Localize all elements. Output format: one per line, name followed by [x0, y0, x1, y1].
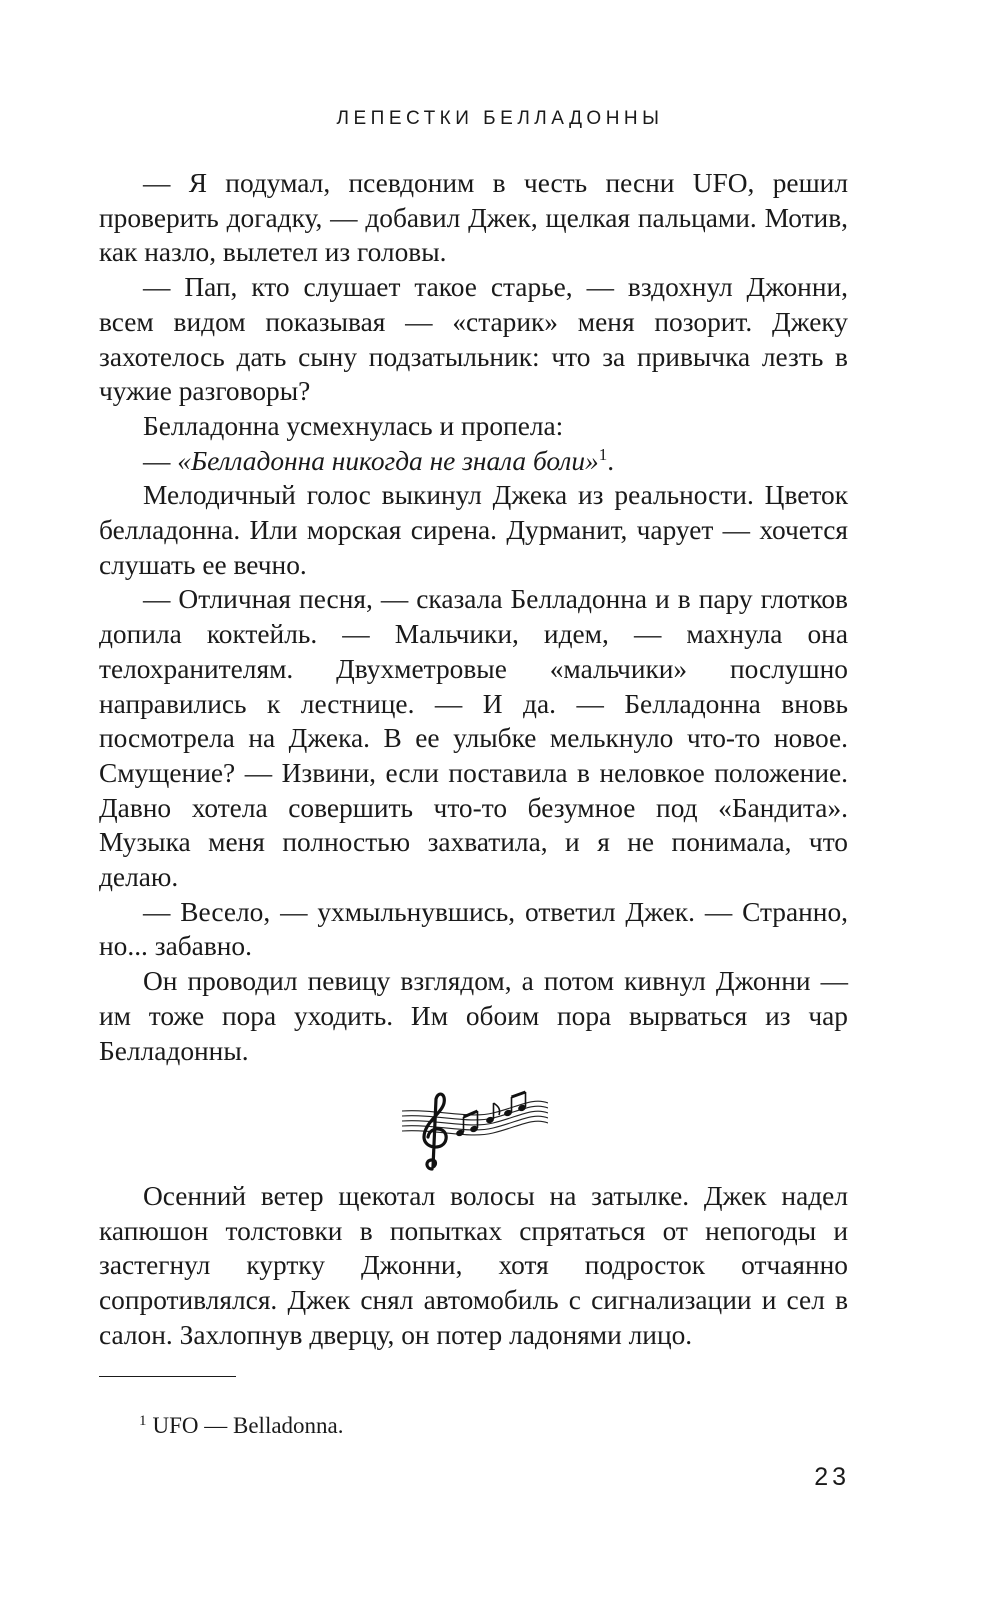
- main-text-bottom: [99, 1179, 848, 1353]
- paragraph: Он проводил певицу взглядом, а потом кивнул Джонни — им тоже пора уходить. Им обоим пора вырваться из чар Белладонны.: [99, 966, 848, 1066]
- quote-suffix: .: [607, 445, 615, 476]
- dash-prefix: —: [143, 445, 178, 476]
- page-number: 23: [814, 1463, 850, 1491]
- paragraph: Мелодичный голос выкинул Джека из реальности. Цветок белладонна. Или морская сирена. Дурманит, чарует — хочется слушать ее вечно.: [99, 480, 848, 580]
- footnote-separator: [99, 1376, 236, 1377]
- treble-clef-music-notes-icon: [398, 1089, 548, 1174]
- song-quote-paragraph: [99, 444, 848, 479]
- footnote: [139, 1412, 344, 1440]
- paragraph: Осенний ветер щекотал волосы на затылке. Джек надел капюшон толстовки в попытках спрятаться от непогоды и застегнул куртку Джонни, хотя подросток отчаянно сопротивлялся. Джек снял автомобиль с сигнализации и сел в салон. Захлопнув дверцу, он потер ладонями лицо.: [99, 1181, 848, 1350]
- paragraph: — Отличная песня, — сказала Белладонна и в пару глотков допила коктейль. — Мальчики, идем, — махнула она телохранителям. Двухметровые «мальчики» послушно направились к лестнице. — И да. — Белладонна вновь посмотрела на Джека. В ее улыбке мелькнуло что-то новое. Смущение? — Извини, если поставила в неловкое положение. Давно хотела совершить что-то безумное под «Бандита». Музыка меня полностью захватила, и я не понимала, что делаю.: [99, 584, 848, 893]
- paragraph: — Весело, — ухмыльнувшись, ответил Джек. — Странно, но... забавно.: [99, 896, 848, 962]
- footnote-marker: 1: [139, 1413, 147, 1429]
- song-quote: «Белладонна никогда не знала боли»: [177, 445, 599, 476]
- footnote-text: UFO — Belladonna.: [152, 1413, 344, 1438]
- paragraph: — Я подумал, псевдоним в честь песни UFO, решил проверить догадку, — добавил Джек, щелкая пальцами. Мотив, как назло, вылетел из головы.: [99, 168, 848, 268]
- paragraph: — Пап, кто слушает такое старье, — вздохнул Джонни, всем видом показывая — «старик» меня позорит. Джеку захотелось дать сыну подзатыльник: что за привычка лезть в чужие разговоры?: [99, 272, 848, 407]
- running-head: ЛЕПЕСТКИ БЕЛЛАДОННЫ: [336, 108, 664, 129]
- paragraph: Белладонна усмехнулась и пропела:: [143, 410, 564, 441]
- main-text-top: [99, 166, 848, 1068]
- footnote-reference: 1: [598, 444, 608, 464]
